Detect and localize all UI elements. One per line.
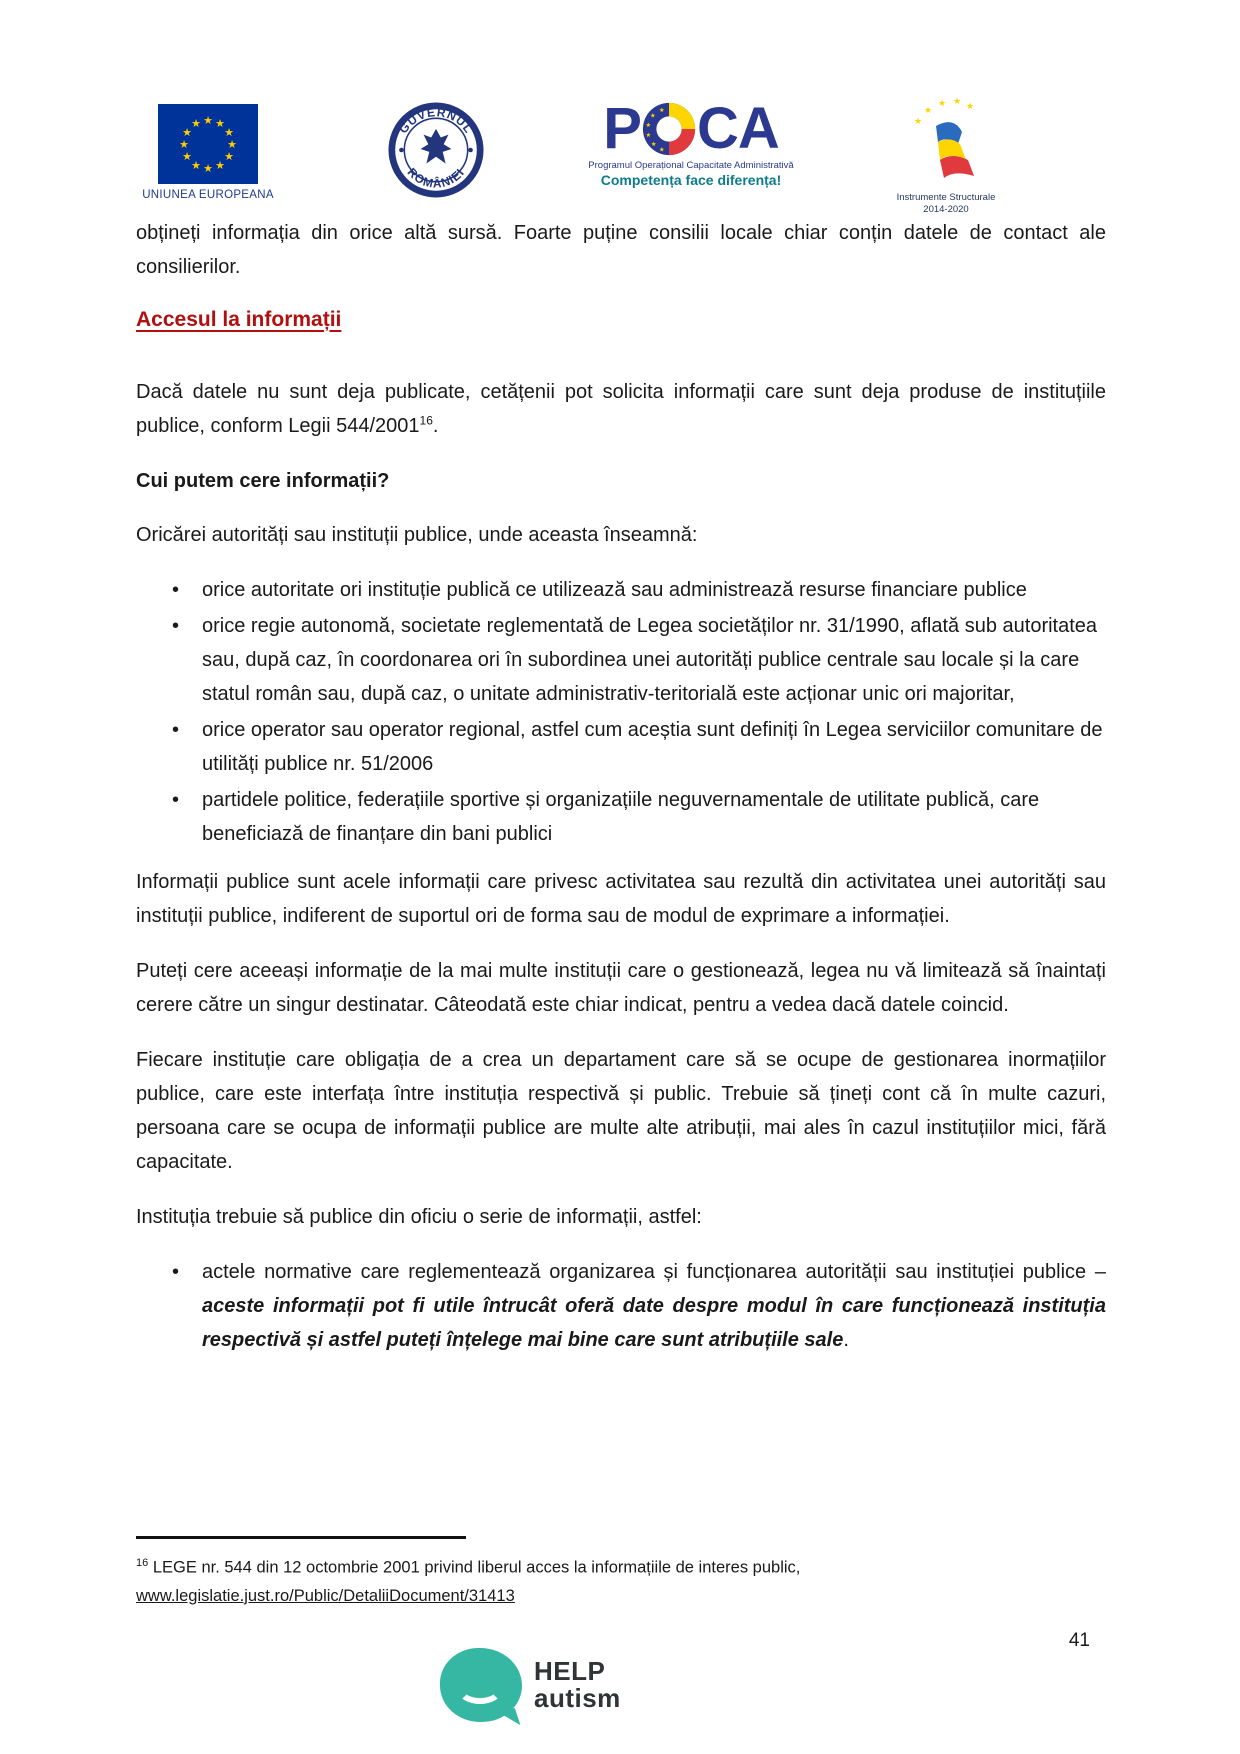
document-content (136, 216, 1106, 1371)
poca-logo (556, 96, 826, 188)
poca-wordmark (603, 96, 779, 161)
list-item: • orice autoritate ori instituție publică ce utilizează sau administrează resurse financiare publice (202, 573, 1106, 607)
paragraph-info-multiple: Puteți cere aceeași informație de la mai multe instituții care o gestionează, legea nu vă limitează să înaintați cerere către un singur destinatar. Câteodată este chiar indicat, pentru a vedea dacă datele coincid. (136, 960, 1106, 1016)
bullet-oficiu-normal: actele normative care reglementează organizarea și funcționarea autorității sau instituției publice – (202, 1261, 1106, 1283)
poca-tagline: Competența face diferența! (600, 172, 782, 188)
svg-text:★: ★ (224, 126, 234, 139)
guvernul-romaniei-seal-icon (388, 102, 484, 198)
paragraph-law-period: . (432, 415, 439, 437)
svg-text:★: ★ (215, 117, 225, 130)
list-item (202, 1255, 1106, 1357)
poca-letter-p: P (603, 96, 641, 161)
guvernul-romaniei-logo (388, 102, 484, 198)
paragraph-info-definition: Informații publice sunt acele informații care privesc activitatea sau rezultă din activitatea unei autorități sau instituții publice, indiferent de suportul ori de forma sau de modul de exprimare a informației. (136, 871, 1106, 927)
subheading-who: Cui putem cere informații? (136, 470, 390, 492)
svg-text:★: ★ (937, 99, 947, 109)
instrumente-structurale-logo (876, 96, 1016, 216)
page-number: 41 (1068, 1630, 1090, 1651)
footnote-text-block (136, 1549, 1106, 1610)
paragraph-who: Oricărei autorități sau instituții publice, unde aceasta înseamnă: (136, 524, 698, 546)
svg-text:★: ★ (952, 97, 962, 107)
list-item: • partidele politice, federațiile sportive și organizațiile neguvernamentale de utilitate publică, care beneficiază de finanțare din bani publici (202, 783, 1106, 851)
svg-text:★: ★ (645, 132, 652, 140)
svg-text:★: ★ (191, 117, 201, 130)
footnote-number: 16 (136, 1557, 149, 1569)
poca-subtitle: Programul Operațional Capacitate Administrativă (588, 160, 794, 171)
footnote-separator (136, 1536, 466, 1539)
svg-text:★: ★ (215, 159, 225, 172)
paragraph-info-department: Fiecare instituție care obligația de a crea un departament care să se ocupe de gestionarea inormațiilor publice, care este interfața între instituția respectivă și public. Trebuie să țineți cont că în multe cazuri, persoana care se ocupa de informații publice are multe alte atribuții, mai ales în cazul instituțiilor mici, fără capacitate. (136, 1049, 1106, 1173)
bullet-oficiu-period: . (843, 1329, 849, 1351)
eu-flag-icon (158, 104, 258, 184)
help-autism-logo (440, 1648, 621, 1722)
svg-text:★: ★ (658, 106, 665, 114)
help-logo-line2: autism (534, 1683, 621, 1713)
section-heading-access (136, 305, 1106, 335)
footnote-link[interactable]: www.legislatie.just.ro/Public/DetaliiDocument/31413 (136, 1586, 515, 1605)
header-logos (0, 96, 1240, 216)
svg-text:★: ★ (913, 117, 923, 127)
help-autism-wordmark (534, 1658, 621, 1711)
svg-text:★: ★ (203, 162, 213, 175)
svg-text:★: ★ (191, 159, 201, 172)
paragraph-intro: obțineți informația din orice altă sursă. Foarte puține consilii locale chiar conțin datele de contact ale consilierilor. (136, 222, 1106, 278)
svg-text:★: ★ (650, 141, 657, 149)
svg-text:★: ★ (658, 146, 665, 154)
paragraph-law (136, 375, 1106, 443)
eu-flag-caption: UNIUNEA EUROPEANA (142, 189, 274, 201)
svg-text:ROMÂNIEI: ROMÂNIEI (404, 165, 468, 191)
speech-bubble-icon (440, 1648, 522, 1722)
paragraph-law-text: Dacă datele nu sunt deja publicate, cetățenii pot solicita informații care sunt deja produse de instituțiile publice, conform Legii 544/2001 (136, 381, 1106, 437)
footnote-ref-marker: 16 (419, 413, 433, 428)
poca-letters-ca: CA (696, 96, 779, 161)
svg-text:GUVERNUL: GUVERNUL (396, 105, 477, 137)
help-logo-line1: HELP (534, 1656, 606, 1687)
svg-text:★: ★ (965, 102, 975, 112)
list-item: • orice regie autonomă, societate reglementată de Legea societăților nr. 31/1990, aflată sub autoritatea sau, după caz, în coordonarea ori în subordinea unei autorități publice centrale sau locale și la care statul român sau, după caz, o unitate administrativ-teritorială este acționar unic ori majoritar, (202, 609, 1106, 711)
bubble-tail (500, 1708, 521, 1730)
poca-o-stars-icon (642, 102, 696, 156)
instrumente-structurale-icon (896, 96, 996, 190)
footnote-area (136, 1536, 1106, 1610)
bullet-oficiu-emphasis: aceste informații pot fi utile întrucât oferă date despre modul în care funcționează instituția respectivă și astfel puteți înțelege mai bine care sunt atribuțiile sale (202, 1295, 1106, 1351)
section-heading-access-text: Accesul la informații (136, 308, 342, 331)
svg-text:★: ★ (182, 150, 192, 163)
smile-icon (457, 1674, 503, 1704)
instrumente-caption-line2: 2014-2020 (923, 203, 969, 215)
instrumente-structurale-caption (897, 192, 996, 216)
paragraph-oficiu: Instituția trebuie să publice din oficiu o serie de informații, astfel: (136, 1206, 702, 1228)
svg-text:★: ★ (179, 138, 189, 151)
svg-text:★: ★ (645, 122, 652, 130)
instrumente-caption-line1: Instrumente Structurale (896, 192, 996, 203)
bullet-list-who (136, 573, 1106, 851)
footnote-text: LEGE nr. 544 din 12 octombrie 2001 privind liberul acces la informațiile de interes public, (152, 1558, 801, 1577)
svg-text:★: ★ (203, 114, 213, 127)
svg-text:★: ★ (224, 150, 234, 163)
svg-text:★: ★ (182, 126, 192, 139)
svg-text:★: ★ (649, 112, 656, 120)
list-item: • orice operator sau operator regional, astfel cum aceștia sunt definiți în Legea serviciilor comunitare de utilități publice nr. 51/2006 (202, 713, 1106, 781)
svg-text:★: ★ (227, 138, 237, 151)
bullet-list-oficiu (136, 1255, 1106, 1357)
svg-text:★: ★ (923, 106, 933, 116)
eu-flag-logo (142, 104, 274, 201)
